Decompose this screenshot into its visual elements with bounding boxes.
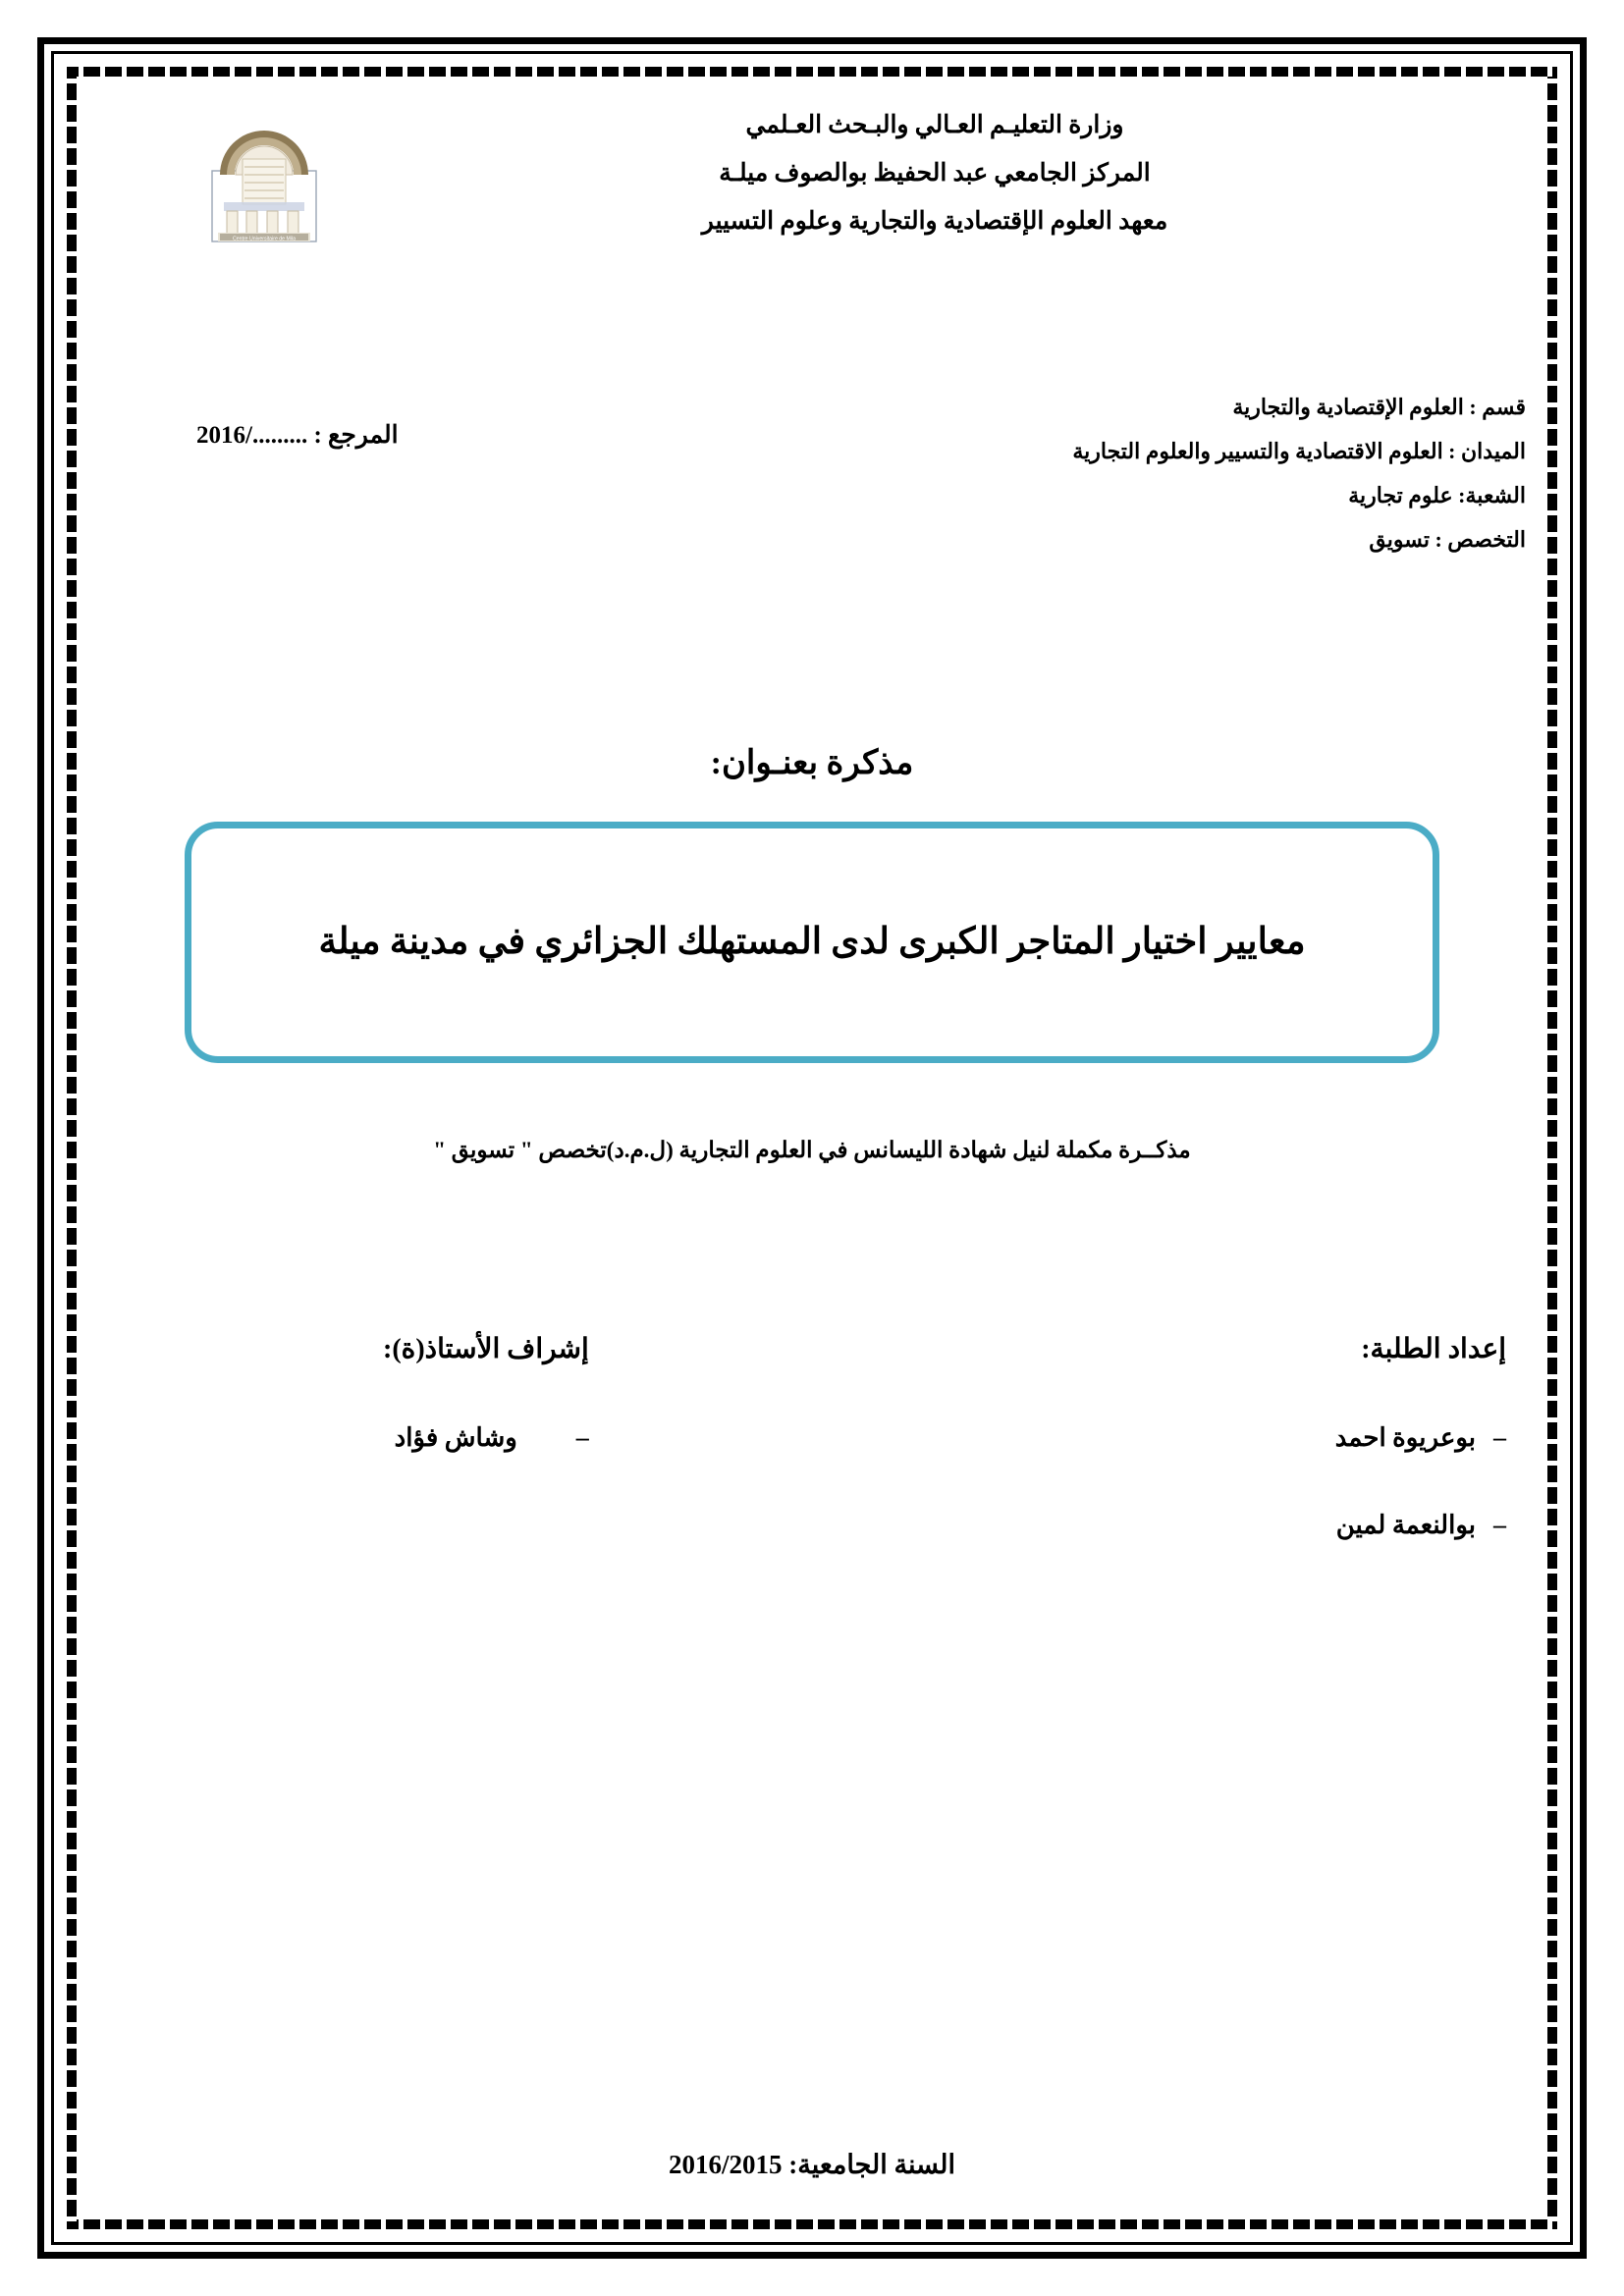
academic-year-footer [98, 2150, 1526, 2180]
ministry-line: وزارة التعليـم العـالي والبـحث العـلمي [745, 112, 1124, 138]
student-2 [1335, 1510, 1506, 1542]
info-row [98, 385, 1526, 571]
info-line-specialty: التخصص : تسويق [1369, 527, 1526, 553]
university-logo [196, 130, 332, 245]
student-1 [1335, 1422, 1506, 1455]
info-line-department: قسم : العلوم الإقتصادية والتجارية [1232, 395, 1526, 419]
academic-year-label: السنة الجامعية: [788, 2150, 955, 2179]
info-line-field: الميدان : العلوم الاقتصادية والتسيير والعلوم التجارية [1072, 439, 1526, 464]
student-2-name: بوالنعمة لمين [1335, 1510, 1476, 1539]
institute-line: معهد العلوم الإقتصادية والتجارية وعلوم التسيير [701, 207, 1168, 235]
page-title: معايير اختيار المتاجر الكبرى لدى المستهلك الجزائري في مدينة ميلة [318, 922, 1306, 963]
supervisor-1-dash: – [575, 1423, 589, 1452]
info-line-branch: الشعبة: علوم تجارية [1348, 483, 1526, 508]
header-lines [344, 102, 1526, 245]
department-info [1072, 385, 1526, 561]
student-1-name: بوعريوة احمد [1334, 1423, 1476, 1452]
memo-label: مذكرة بعنـوان: [710, 745, 914, 781]
supervisor-column [383, 1332, 589, 1510]
degree-subtitle: مذكــرة مكملة لنيل شهادة الليسانس في العلوم التجارية (ل.م.د)تخصص " تسويق " [433, 1138, 1191, 1162]
page-content [98, 94, 1526, 2202]
university-logo-caption: Centre Universitaire de Mila [232, 236, 297, 242]
academic-year-value: 2016/2015 [669, 2150, 783, 2179]
students-column [1335, 1332, 1506, 1596]
header [98, 94, 1526, 320]
student-1-dash: – [1493, 1423, 1506, 1452]
reference-text: المرجع : ........./2016 [196, 422, 399, 449]
supervisor-1-name: وشاش فؤاد [394, 1423, 517, 1452]
university-line: المركز الجامعي عبد الحفيظ بوالصوف ميلـة [719, 159, 1151, 187]
student-2-dash: – [1493, 1510, 1506, 1539]
university-logo-icon [196, 130, 332, 245]
supervisor-1 [383, 1422, 589, 1455]
reference-line [196, 420, 399, 450]
title-frame [185, 822, 1439, 1063]
supervisor-heading: إشراف الأستاذ(ة): [383, 1334, 589, 1364]
students-heading: إعداد الطلبة: [1361, 1334, 1506, 1364]
people-section [98, 1332, 1526, 1627]
